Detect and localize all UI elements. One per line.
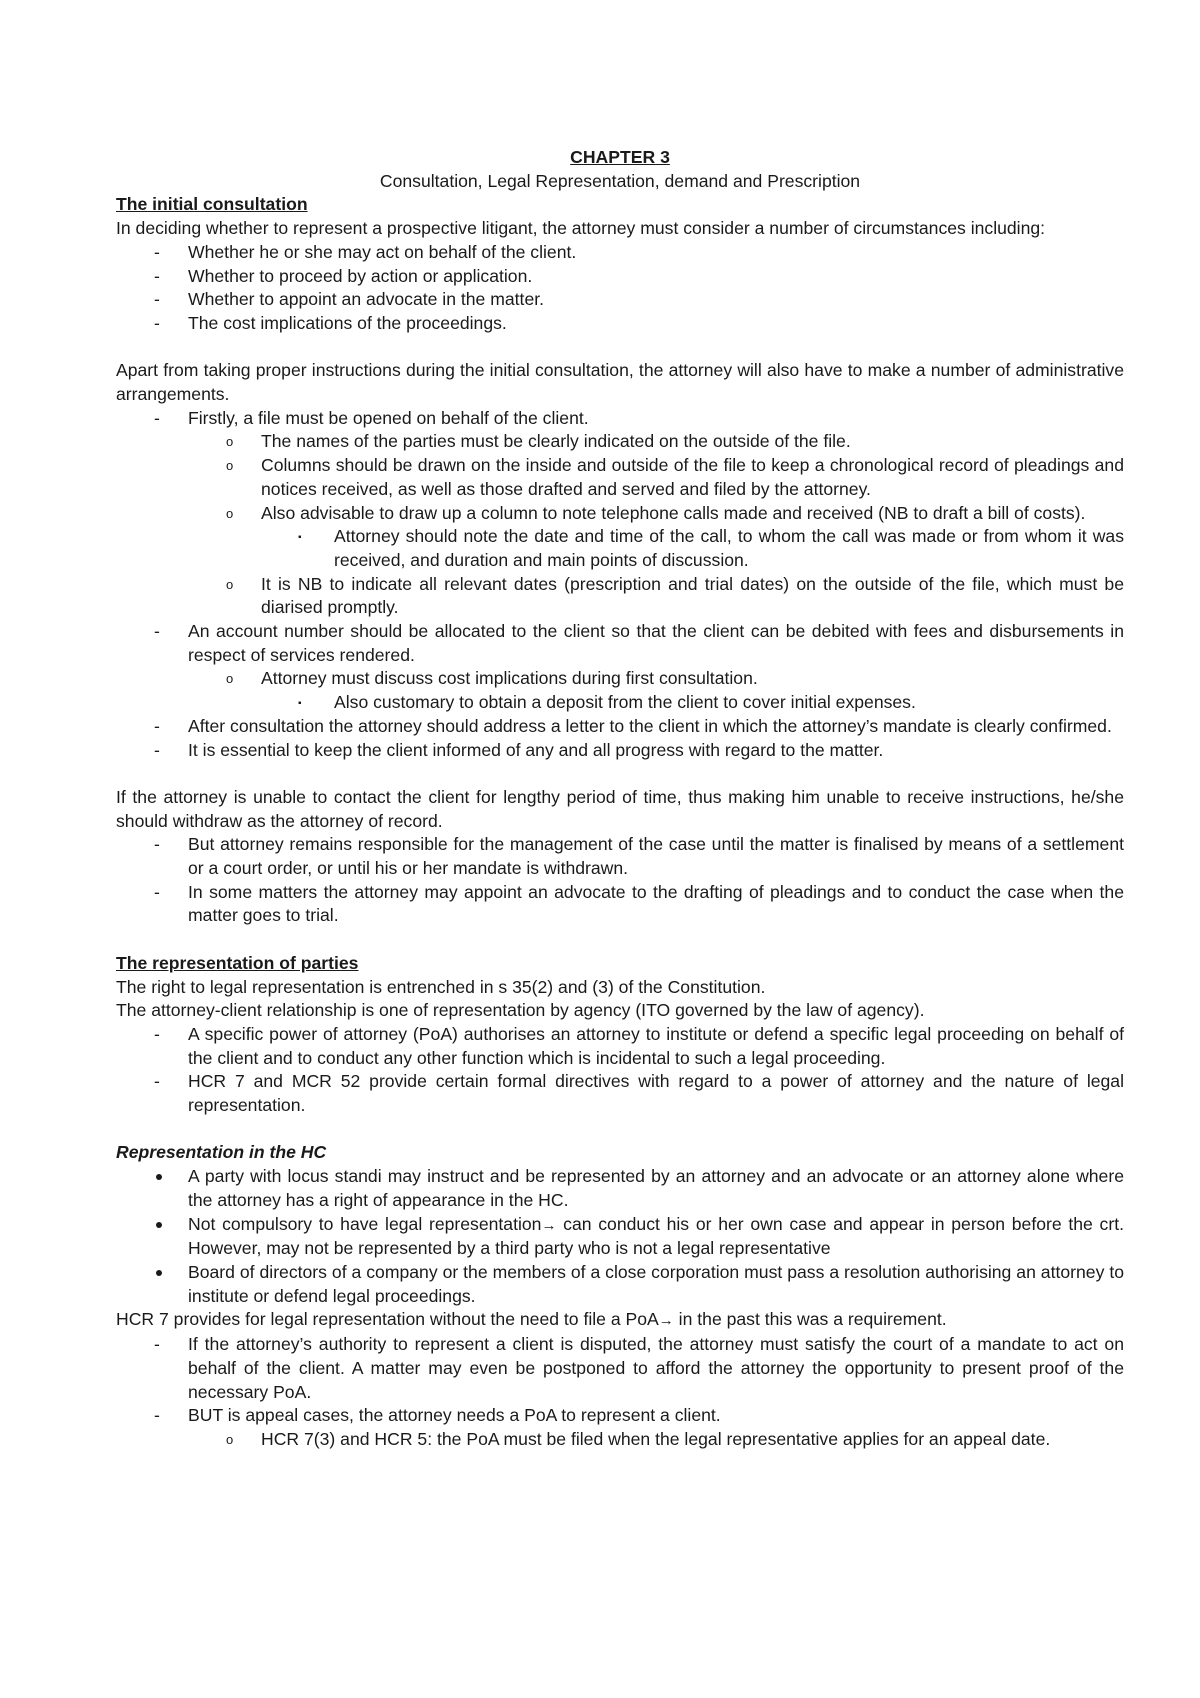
list-item: - A specific power of attorney (PoA) authorises an attorney to institute or defend a specific legal proceeding on behalf of the client and to conduct any other function which is incidental to such a legal proceeding. <box>154 1023 1124 1068</box>
sub-list-item: o Attorney must discuss cost implications during first consultation. <box>116 667 1124 691</box>
paragraph: In deciding whether to represent a prospective litigant, the attorney must consider a number of circumstances including: <box>116 218 1046 239</box>
circle-bullet-icon: o <box>226 576 234 592</box>
list-item: - An account number should be allocated to the client so that the client can be debited with fees and disbursements in respect of services rendered. <box>154 621 1124 665</box>
list-item: - After consultation the attorney should address a letter to the client in which the attorney’s mandate is clearly confirmed. <box>116 715 1124 739</box>
list-item: - But attorney remains responsible for the management of the case until the matter is finalised by means of a settlement or a court order, or until his or her mandate is withdrawn. <box>154 834 1124 879</box>
spacer <box>116 762 1124 786</box>
sub-list-item: o HCR 7(3) and HCR 5: the PoA must be filed when the legal representative applies for an appeal date. <box>116 1428 1124 1452</box>
spacer <box>116 336 1124 360</box>
square-bullet-icon: ▪ <box>298 698 302 710</box>
dash-marker: - <box>154 715 160 736</box>
paragraph: HCR 7 provides for legal representation without the need to file a PoA→ in the past this was a requirement. <box>116 1309 947 1330</box>
dash-marker: - <box>154 1023 160 1044</box>
document-page <box>116 146 1124 1452</box>
sub-sub-list-item: ▪ Attorney should note the date and time of the call, to whom the call was made or from whom it was received, and duration and main points of discussion. <box>298 526 1124 570</box>
list-item: - Whether to appoint an advocate in the matter. <box>116 288 1124 312</box>
list-item: - It is essential to keep the client informed of any and all progress with regard to the matter. <box>116 739 1124 763</box>
bullet-dot-icon <box>156 1222 162 1228</box>
dash-marker: - <box>154 312 160 333</box>
paragraph: Apart from taking proper instructions during the initial consultation, the attorney will also have to make a number of administrative arrangements. <box>116 360 1124 405</box>
dash-marker: - <box>154 1334 160 1355</box>
dash-marker: - <box>154 241 160 262</box>
dash-marker: - <box>154 1071 160 1092</box>
circle-bullet-icon: o <box>226 505 234 521</box>
arrow-right-icon: → <box>658 1312 674 1330</box>
list-item: - HCR 7 and MCR 52 provide certain formal directives with regard to a power of attorney and the nature of legal representation. <box>154 1071 1124 1116</box>
dash-marker: - <box>154 289 160 310</box>
sub-sub-list-item: ▪ Also customary to obtain a deposit from the client to cover initial expenses. <box>116 691 1124 715</box>
bullet-dot-icon <box>156 1270 162 1276</box>
section-heading-representation-of-parties: The representation of parties <box>116 952 359 973</box>
bullet-dot-icon <box>156 1174 162 1180</box>
arrow-right-icon: → <box>541 1216 557 1234</box>
list-item: - If the attorney’s authority to represent a client is disputed, the attorney must satisfy the court of a mandate to act on behalf of the client. A matter may even be postponed to afford the attorney the opportunity to present proof of the necessary PoA. <box>154 1334 1124 1402</box>
sub-list-item: o The names of the parties must be clearly indicated on the outside of the file. <box>116 430 1124 454</box>
list-item: - Whether he or she may act on behalf of the client. <box>116 241 1124 265</box>
dash-marker: - <box>154 881 160 902</box>
dash-marker: - <box>154 739 160 760</box>
list-item: - BUT is appeal cases, the attorney needs a PoA to represent a client. <box>116 1404 1124 1428</box>
bullet-item: Board of directors of a company or the members of a close corporation must pass a resolution authorising an attorney to institute or defend legal proceedings. <box>116 1261 1124 1308</box>
section-heading-initial-consultation: The initial consultation <box>116 194 308 215</box>
sub-list-item: o Also advisable to draw up a column to note telephone calls made and received (NB to draft a bill of costs). <box>116 502 1124 526</box>
list-item: - Whether to proceed by action or application. <box>116 265 1124 289</box>
dash-marker: - <box>154 407 160 428</box>
dash-marker: - <box>154 834 160 855</box>
list-item: - Firstly, a file must be opened on behalf of the client. <box>116 407 1124 431</box>
bullet-item: A party with locus standi may instruct and be represented by an attorney and an advocate or an attorney alone where the attorney has a right of appearance in the HC. <box>116 1165 1124 1212</box>
spacer <box>116 928 1124 952</box>
circle-bullet-icon: o <box>226 671 234 687</box>
sub-list-item: o Columns should be drawn on the inside and outside of the file to keep a chronological record of pleadings and notices received, as well as those drafted and served and filed by the attorney. <box>226 455 1124 499</box>
circle-bullet-icon: o <box>226 458 234 474</box>
circle-bullet-icon: o <box>226 434 234 450</box>
dash-marker: - <box>154 265 160 286</box>
sub-list-item: o It is NB to indicate all relevant dates (prescription and trial dates) on the outside of the file, which must be diarised promptly. <box>226 573 1124 618</box>
circle-bullet-icon: o <box>226 1431 234 1447</box>
list-item: - In some matters the attorney may appoint an advocate to the drafting of pleadings and to conduct the case when the matter goes to trial. <box>154 881 1124 926</box>
section-heading-representation-in-hc: Representation in the HC <box>116 1142 327 1163</box>
paragraph: The attorney-client relationship is one of representation by agency (ITO governed by the law of agency). <box>116 1000 925 1021</box>
bullet-item: Not compulsory to have legal representation→ can conduct his or her own case and appear in person before the crt. However, may not be represented by a third party who is not a legal representative <box>116 1213 1124 1261</box>
spacer <box>116 1118 1124 1142</box>
paragraph: If the attorney is unable to contact the client for lengthy period of time, thus making him unable to receive instructions, he/she should withdraw as the attorney of record. <box>116 786 1124 831</box>
list-item: - The cost implications of the proceedings. <box>116 312 1124 336</box>
dash-marker: - <box>154 1405 160 1426</box>
square-bullet-icon: ▪ <box>298 532 302 544</box>
paragraph: The right to legal representation is entrenched in s 35(2) and (3) of the Constitution. <box>116 976 766 997</box>
dash-marker: - <box>154 621 160 642</box>
chapter-title: CHAPTER 3 <box>570 147 670 167</box>
chapter-subtitle: Consultation, Legal Representation, demand and Prescription <box>379 170 861 191</box>
